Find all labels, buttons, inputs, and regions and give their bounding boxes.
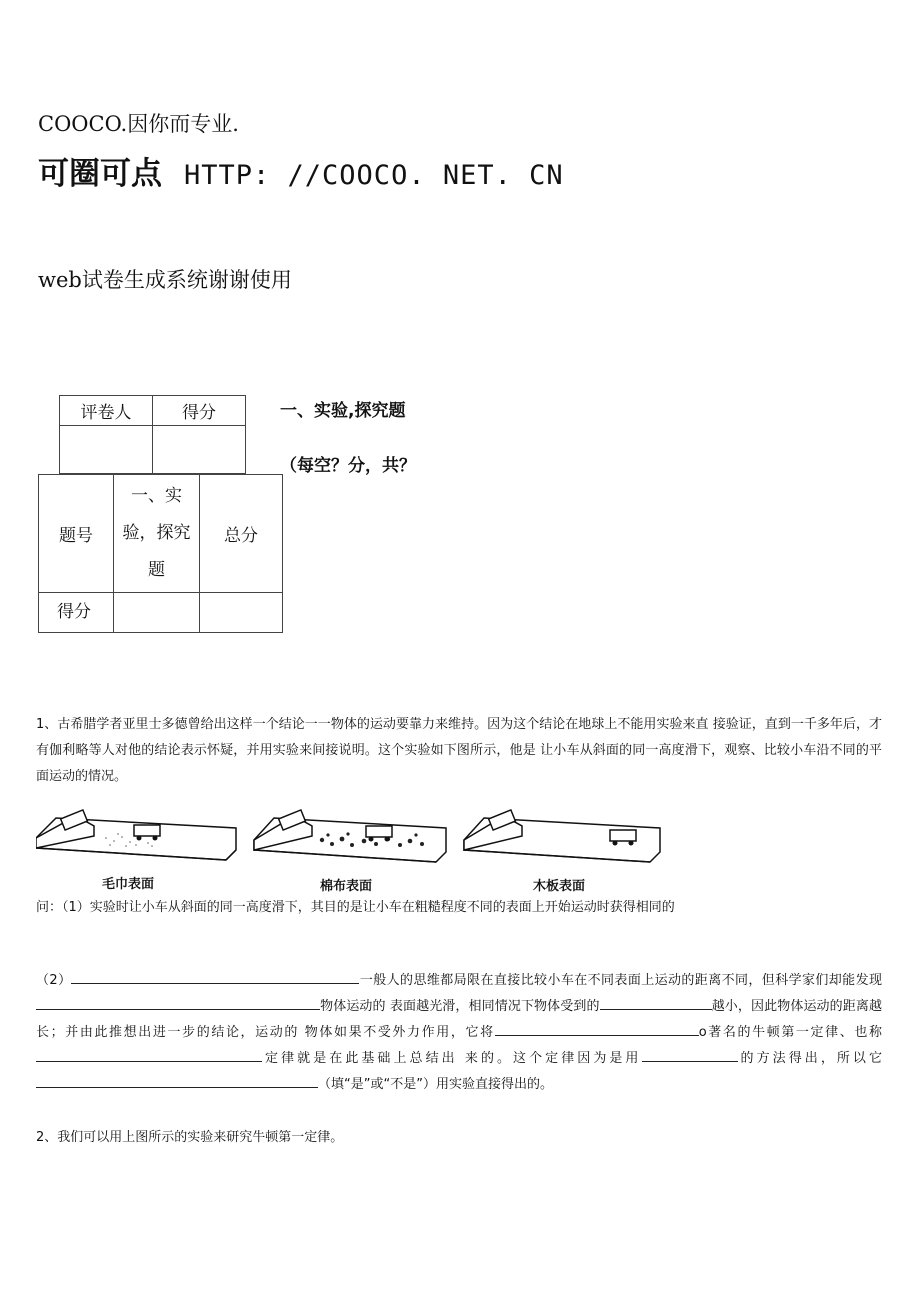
part-2-text-c: 越小，因此物体运动的距离越长；并由此推想出进一步的结论，运动的 物体如果不受外力作用，它将 [36,999,882,1040]
question-1-part-2 [36,968,882,1098]
answer-blank-4[interactable] [495,1021,699,1036]
experiment-figure [36,808,666,896]
part-2-text-g: （填“是”或“不是”）用实验直接得出的。 [318,1077,553,1092]
part-2-text-f: 的方法得出，所以它 [737,1051,882,1066]
grader-score-header: 得分 [153,396,246,426]
score-row-label: 得分 [39,593,114,633]
score-table [38,474,283,633]
part-2-text-b: 物体运动的 表面越光滑，相同情况下物体受到的 [320,999,600,1014]
score-header-number: 题号 [39,475,114,593]
answer-blank-3[interactable] [600,995,712,1010]
part-2-text-a: 一般人的思维都局限在直接比较小车在不同表面上运动的距离不同，但科学家们却能发现 [359,973,882,988]
header-brand-line [38,148,564,193]
answer-blank-5[interactable] [36,1047,262,1062]
answer-blank-6[interactable] [642,1047,738,1062]
grader-table [59,395,246,474]
score-header-total: 总分 [200,475,283,593]
question-1-part-1: 问：（1）实验时让小车从斜面的同一高度滑下，其目的是让小车在粗糙程度不同的表面上开始运动时获得相同的 [36,900,675,915]
score-cell-section [114,593,200,633]
wood-setup [464,810,660,862]
grader-cell [60,426,153,474]
answer-blank-7[interactable] [36,1073,318,1088]
towel-setup [36,810,236,860]
score-header-section: 一、实验，探究题 [114,475,200,593]
figure-label-towel: 毛巾表面 [102,877,155,892]
section-title: 一、实验,探究题 [280,401,406,421]
answer-blank-1[interactable] [71,969,359,984]
site-url: HTTP: //COOCO. NET. CN [184,160,564,191]
part-2-text-e: 定律就是在此基础上总结出 来的。这个定律因为是用 [262,1051,642,1066]
question-1-text: 1、古希腊学者亚里士多德曾给出这样一个结论一一物体的运动要靠力来维持。因为这个结论在地球上不能用实验来直 接验证，直到一千多年后，才有伽利略等人对他的结论表示怀疑，并用实验来间接说明。这个实验如下图所示，他是 让小车从斜面的同一高度滑下，观察、比较小车沿不同的平面运动的情况。 [36,717,882,784]
cotton-setup [254,810,446,862]
figure-label-wood: 木板表面 [533,879,586,894]
question-2-text: 2、我们可以用上图所示的实验来研究牛顿第一定律。 [36,1130,344,1145]
system-caption: web试卷生成系统谢谢使用 [38,268,292,292]
answer-blank-2[interactable] [36,995,320,1010]
score-cell-total [200,593,283,633]
grader-score-cell [153,426,246,474]
part-2-text-d: o著名的牛顿第一定律、也称 [698,1025,882,1040]
part-2-number: （2） [36,973,72,988]
section-subtitle: （每空？分，共？ [280,456,416,476]
grader-header: 评卷人 [60,396,153,426]
brand-name: 可圈可点 [38,156,162,192]
figure-label-cotton: 棉布表面 [320,879,373,894]
header-tagline: COOCO.因你而专业. [38,112,239,136]
